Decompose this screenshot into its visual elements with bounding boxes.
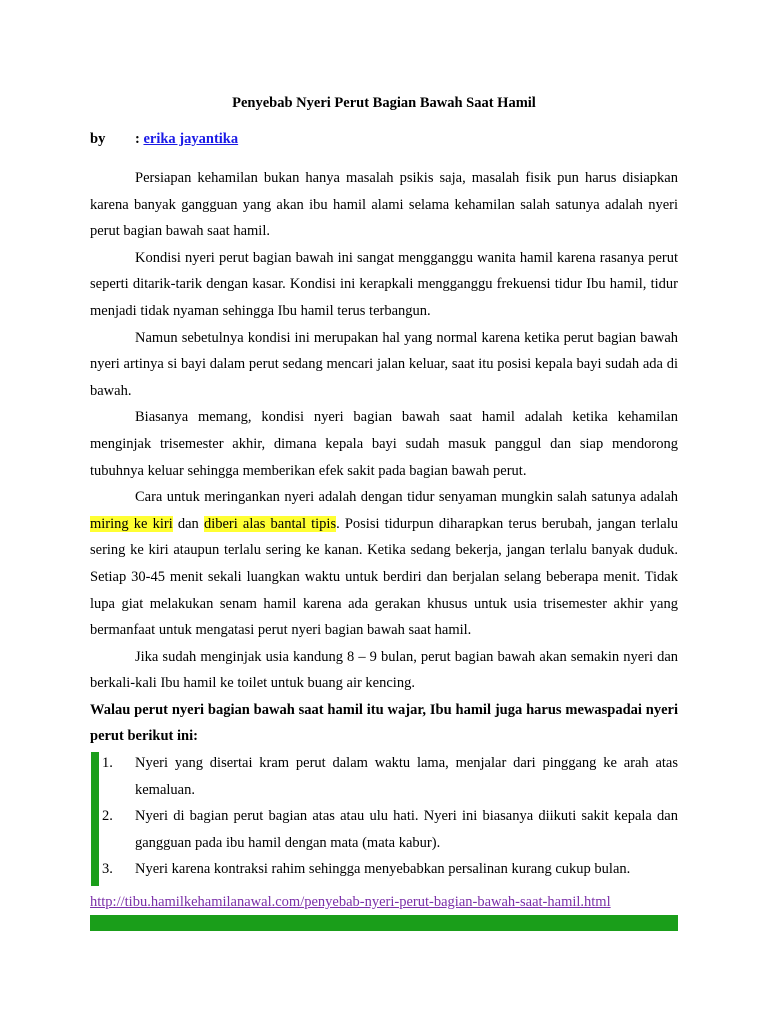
byline (90, 130, 678, 148)
author-link[interactable]: erika jayantika (143, 131, 239, 147)
list-item (90, 750, 678, 803)
list-item-text: Nyeri di bagian perut bagian atas atau ulu hati. Nyeri ini biasanya diikuti sakit kepala dan gangguan pada ibu hamil dengan mata (mata kabur). (135, 808, 678, 851)
article-body (90, 165, 678, 883)
list-item (90, 856, 678, 883)
list-item-text: Nyeri yang disertai kram perut dalam waktu lama, menjalar dari pinggang ke arah atas kemaluan. (135, 755, 678, 798)
byline-separator: : (135, 131, 140, 147)
paragraph-6: Jika sudah menginjak usia kandung 8 – 9 bulan, perut bagian bawah akan semakin nyeri dan berkali-kali Ibu hamil ke toilet untuk buang air kencing. (90, 648, 678, 692)
byline-label: by (90, 131, 106, 147)
source-link[interactable]: http://tibu.hamilkehamilanawal.com/penyebab-nyeri-perut-bagian-bawah-saat-hamil.html (90, 894, 611, 910)
list-item-number: 3. (102, 861, 113, 878)
paragraph-5-part1: Cara untuk meringankan nyeri adalah dengan tidur senyaman mungkin salah satunya adalah (135, 489, 678, 506)
paragraph-5-part2: dan (172, 515, 204, 532)
highlight-bantal-tipis: diberi alas bantal tipis (203, 515, 337, 532)
list-item-number: 1. (102, 755, 113, 772)
list-item-text: Nyeri karena kontraksi rahim sehingga menyebabkan persalinan kurang cukup bulan. (135, 861, 631, 878)
warning-list-wrap (90, 750, 678, 883)
highlight-miring-ke-kiri: miring ke kiri (90, 515, 173, 532)
list-item-number: 2. (102, 808, 113, 825)
source-link-line (90, 889, 678, 915)
warning-heading: Walau perut nyeri bagian bawah saat hamil itu wajar, Ibu hamil juga harus mewaspadai nyeri perut berikut ini: (90, 701, 678, 745)
document-title: Penyebab Nyeri Perut Bagian Bawah Saat Hamil (232, 95, 536, 111)
paragraph-3: Namun sebetulnya kondisi ini merupakan hal yang normal karena ketika perut bagian bawah nyeri artinya si bayi dalam perut sedang mencari jalan keluar, saat itu posisi kepala bayi sudah ada di bawah. (90, 329, 678, 399)
warning-list (90, 750, 678, 883)
paragraph-2: Kondisi nyeri perut bagian bawah ini sangat mengganggu wanita hamil karena rasanya perut seperti ditarik-tarik dengan kasar. Kondisi ini kerapkali mengganggu frekuensi tidur Ibu hamil, tidur menjadi tidak nyaman sehingga Ibu hamil terus terbangun. (90, 249, 678, 319)
paragraph-1: Persiapan kehamilan bukan hanya masalah psikis saja, masalah fisik pun harus disiapkan karena banyak gangguan yang akan ibu hamil alami selama kehamilan salah satunya adalah nyeri perut bagian bawah saat hamil. (90, 170, 678, 240)
paragraph-5-part3: . Posisi tidurpun diharapkan terus berubah, jangan terlalu sering ke kiri ataupun terlalu sering ke kanan. Ketika sedang bekerja, jangan terlalu banyak duduk. Setiap 30-45 menit sekali luangkan waktu untuk berdiri dan berjalan selang beberapa menit. Tidak lupa giat melakukan senam hamil karena ada gerakan khusus untuk usia trisemester akhir yang bermanfaat untuk mengatasi perut nyeri bagian bawah saat hamil. (90, 515, 678, 639)
paragraph-4: Biasanya memang, kondisi nyeri bagian bawah saat hamil adalah ketika kehamilan menginjak trisemester akhir, dimana kepala bayi sudah masuk panggul dan siap mendorong tubuhnya keluar sehingga memberikan efek sakit pada bagian bawah perut. (90, 409, 678, 479)
list-item (90, 803, 678, 856)
paragraph-5 (90, 484, 678, 644)
